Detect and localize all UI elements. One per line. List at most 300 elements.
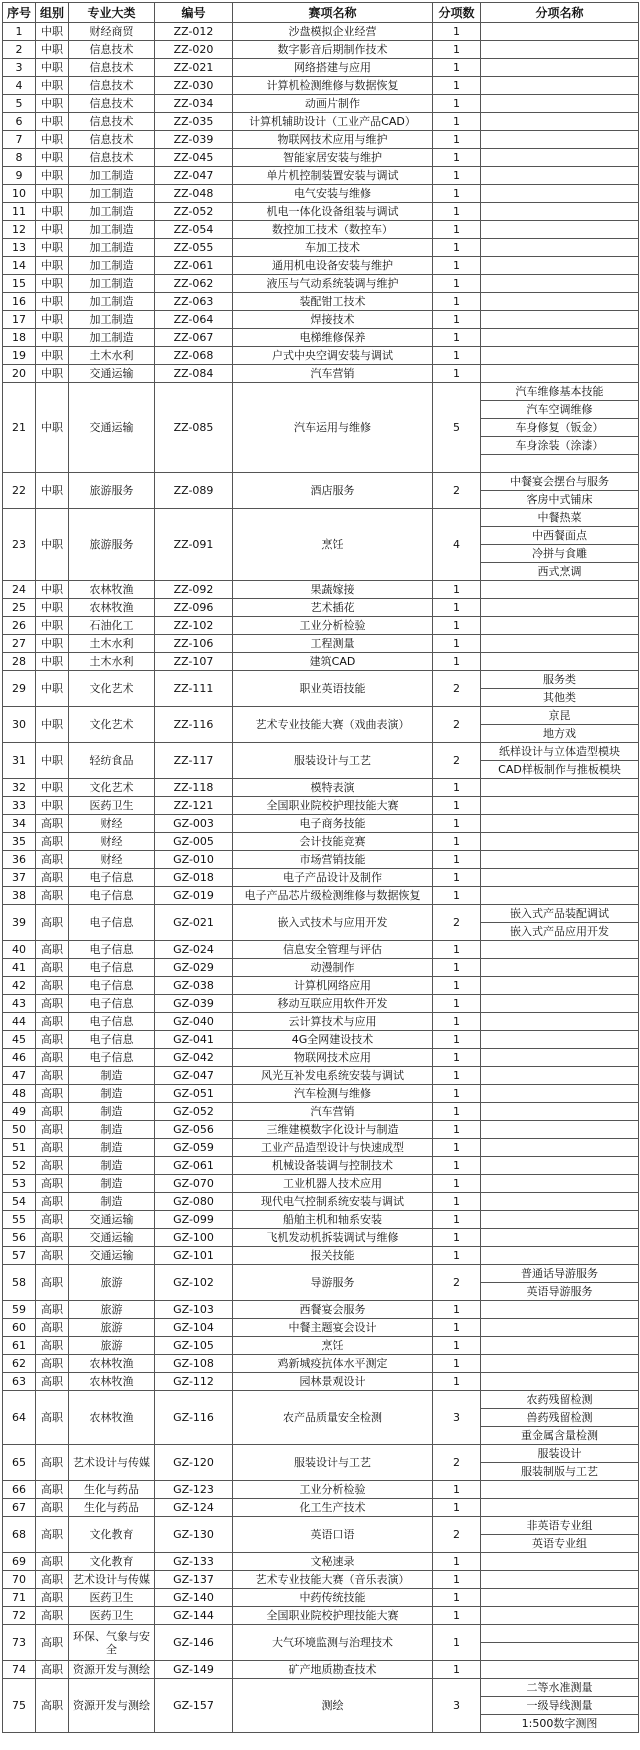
row-number: 57 — [3, 1247, 36, 1265]
row-level: 中职 — [36, 707, 69, 743]
row-code: ZZ-012 — [155, 23, 233, 41]
row-subitem-count: 2 — [433, 1445, 481, 1481]
row-number: 53 — [3, 1175, 36, 1193]
table-row — [3, 1301, 639, 1319]
row-subitem-name — [481, 23, 639, 41]
table-row — [3, 1553, 639, 1571]
table-row — [3, 1229, 639, 1247]
row-code: GZ-019 — [155, 887, 233, 905]
row-subitem-name — [481, 959, 639, 977]
row-level: 中职 — [36, 113, 69, 131]
row-code: ZZ-064 — [155, 311, 233, 329]
row-subitem-name — [481, 365, 639, 383]
row-subitem-name — [481, 1553, 639, 1571]
row-number: 19 — [3, 347, 36, 365]
row-code: GZ-130 — [155, 1517, 233, 1553]
row-event-name: 机械设备装调与控制技术 — [233, 1157, 433, 1175]
row-event-name: 物联网技术应用 — [233, 1049, 433, 1067]
row-code: ZZ-045 — [155, 149, 233, 167]
row-code: GZ-070 — [155, 1175, 233, 1193]
row-number: 29 — [3, 671, 36, 707]
row-event-name: 报关技能 — [233, 1247, 433, 1265]
row-level: 中职 — [36, 203, 69, 221]
row-subitem-name: 京昆 — [481, 707, 639, 725]
row-subitem-name — [481, 203, 639, 221]
row-subitem-count: 1 — [433, 779, 481, 797]
row-subitem-name — [481, 239, 639, 257]
row-event-name: 工业产品造型设计与快速成型 — [233, 1139, 433, 1157]
row-subitem-count: 1 — [433, 95, 481, 113]
row-category: 电子信息 — [69, 995, 155, 1013]
row-subitem-name: 纸样设计与立体造型模块 — [481, 743, 639, 761]
row-event-name: 车加工技术 — [233, 239, 433, 257]
row-event-name: 现代电气控制系统安装与调试 — [233, 1193, 433, 1211]
row-subitem-name — [481, 185, 639, 203]
row-code: GZ-080 — [155, 1193, 233, 1211]
row-code: GZ-112 — [155, 1373, 233, 1391]
row-event-name: 汽车检测与维修 — [233, 1085, 433, 1103]
row-code: ZZ-048 — [155, 185, 233, 203]
row-category: 制造 — [69, 1103, 155, 1121]
row-number: 62 — [3, 1355, 36, 1373]
row-category: 文化艺术 — [69, 779, 155, 797]
row-code: ZZ-092 — [155, 581, 233, 599]
row-subitem-name — [481, 977, 639, 995]
row-number: 1 — [3, 23, 36, 41]
row-subitem-name — [481, 1175, 639, 1193]
row-subitem-name — [481, 581, 639, 599]
row-level: 高职 — [36, 1013, 69, 1031]
row-event-name: 工业分析检验 — [233, 617, 433, 635]
row-subitem-name — [481, 347, 639, 365]
row-number: 22 — [3, 473, 36, 509]
table-row — [3, 833, 639, 851]
competition-table-sheet — [2, 2, 638, 1746]
row-subitem-name: 车身修复（钣金） — [481, 419, 639, 437]
row-subitem-name — [481, 1571, 639, 1589]
row-event-name: 中餐主题宴会设计 — [233, 1319, 433, 1337]
row-category: 农林牧渔 — [69, 581, 155, 599]
row-subitem-count: 1 — [433, 869, 481, 887]
row-subitem-name: 一级导线测量 — [481, 1697, 639, 1715]
table-row — [3, 1049, 639, 1067]
table-row — [3, 41, 639, 59]
table-row — [3, 473, 639, 491]
row-category: 交通运输 — [69, 1229, 155, 1247]
table-row — [3, 1481, 639, 1499]
row-subitem-count: 1 — [433, 23, 481, 41]
row-subitem-count: 1 — [433, 311, 481, 329]
row-event-name: 职业英语技能 — [233, 671, 433, 707]
row-subitem-count: 1 — [433, 1193, 481, 1211]
row-category: 农林牧渔 — [69, 1391, 155, 1445]
row-event-name: 市场营销技能 — [233, 851, 433, 869]
row-event-name: 园林景观设计 — [233, 1373, 433, 1391]
table-row — [3, 635, 639, 653]
row-level: 高职 — [36, 1157, 69, 1175]
row-subitem-name — [481, 653, 639, 671]
row-subitem-name — [481, 167, 639, 185]
row-level: 中职 — [36, 743, 69, 779]
row-level: 中职 — [36, 149, 69, 167]
row-category: 土木水利 — [69, 347, 155, 365]
table-row — [3, 383, 639, 401]
row-event-name: 机电一体化设备组装与调试 — [233, 203, 433, 221]
row-level: 中职 — [36, 617, 69, 635]
row-subitem-count: 1 — [433, 1229, 481, 1247]
row-code: ZZ-061 — [155, 257, 233, 275]
row-level: 中职 — [36, 635, 69, 653]
row-category: 加工制造 — [69, 185, 155, 203]
row-subitem-name — [481, 41, 639, 59]
row-subitem-count: 1 — [433, 347, 481, 365]
row-subitem-name: 服装制版与工艺 — [481, 1463, 639, 1481]
row-subitem-name — [481, 797, 639, 815]
row-number: 2 — [3, 41, 36, 59]
row-code: GZ-041 — [155, 1031, 233, 1049]
row-category: 信息技术 — [69, 41, 155, 59]
table-row — [3, 1391, 639, 1409]
row-subitem-count: 1 — [433, 1247, 481, 1265]
row-category: 制造 — [69, 1193, 155, 1211]
table-row — [3, 221, 639, 239]
row-subitem-name: 1:500数字测图 — [481, 1715, 639, 1733]
row-category: 资源开发与测绘 — [69, 1661, 155, 1679]
row-subitem-count: 1 — [433, 77, 481, 95]
row-number: 4 — [3, 77, 36, 95]
row-event-name: 大气环境监测与治理技术 — [233, 1625, 433, 1661]
row-category: 加工制造 — [69, 239, 155, 257]
row-subitem-name: 普通话导游服务 — [481, 1265, 639, 1283]
row-level: 高职 — [36, 1211, 69, 1229]
row-level: 高职 — [36, 1337, 69, 1355]
row-number: 24 — [3, 581, 36, 599]
row-subitem-name — [481, 1625, 639, 1643]
row-subitem-name — [481, 1085, 639, 1103]
row-number: 16 — [3, 293, 36, 311]
row-event-name: 果蔬嫁接 — [233, 581, 433, 599]
table-row — [3, 1247, 639, 1265]
row-subitem-name — [481, 455, 639, 473]
table-row — [3, 1265, 639, 1283]
row-event-name: 计算机辅助设计（工业产品CAD） — [233, 113, 433, 131]
row-event-name: 移动互联应用软件开发 — [233, 995, 433, 1013]
row-subitem-name — [481, 779, 639, 797]
row-number: 38 — [3, 887, 36, 905]
row-category: 土木水利 — [69, 635, 155, 653]
row-subitem-name — [481, 1337, 639, 1355]
row-event-name: 智能家居安装与维护 — [233, 149, 433, 167]
row-event-name: 文秘速录 — [233, 1553, 433, 1571]
row-category: 加工制造 — [69, 293, 155, 311]
row-code: GZ-140 — [155, 1589, 233, 1607]
header-name: 赛项名称 — [233, 3, 433, 23]
row-subitem-count: 1 — [433, 293, 481, 311]
row-subitem-count: 1 — [433, 1481, 481, 1499]
row-subitem-count: 1 — [433, 1301, 481, 1319]
row-number: 60 — [3, 1319, 36, 1337]
row-level: 中职 — [36, 239, 69, 257]
header-row — [3, 3, 639, 23]
row-code: ZZ-107 — [155, 653, 233, 671]
row-code: ZZ-084 — [155, 365, 233, 383]
row-subitem-count: 1 — [433, 1553, 481, 1571]
table-row — [3, 1175, 639, 1193]
row-level: 中职 — [36, 293, 69, 311]
row-level: 中职 — [36, 257, 69, 275]
row-event-name: 汽车营销 — [233, 365, 433, 383]
row-event-name: 电子商务技能 — [233, 815, 433, 833]
row-category: 土木水利 — [69, 653, 155, 671]
row-subitem-count: 1 — [433, 1337, 481, 1355]
row-subitem-name — [481, 1481, 639, 1499]
row-category: 文化教育 — [69, 1553, 155, 1571]
row-category: 电子信息 — [69, 1049, 155, 1067]
row-event-name: 液压与气动系统装调与维护 — [233, 275, 433, 293]
row-category: 生化与药品 — [69, 1499, 155, 1517]
row-event-name: 汽车运用与维修 — [233, 383, 433, 473]
row-category: 文化艺术 — [69, 671, 155, 707]
row-code: GZ-108 — [155, 1355, 233, 1373]
row-category: 文化教育 — [69, 1517, 155, 1553]
row-category: 信息技术 — [69, 113, 155, 131]
row-event-name: 装配钳工技术 — [233, 293, 433, 311]
table-row — [3, 1013, 639, 1031]
row-subitem-name — [481, 329, 639, 347]
row-number: 13 — [3, 239, 36, 257]
row-level: 高职 — [36, 1553, 69, 1571]
row-number: 7 — [3, 131, 36, 149]
row-subitem-name: 服务类 — [481, 671, 639, 689]
row-category: 电子信息 — [69, 977, 155, 995]
row-category: 旅游服务 — [69, 509, 155, 581]
row-event-name: 工业分析检验 — [233, 1481, 433, 1499]
row-number: 9 — [3, 167, 36, 185]
row-subitem-count: 1 — [433, 167, 481, 185]
row-event-name: 工业机器人技术应用 — [233, 1175, 433, 1193]
row-level: 中职 — [36, 473, 69, 509]
table-row — [3, 1589, 639, 1607]
row-category: 电子信息 — [69, 941, 155, 959]
row-subitem-count: 3 — [433, 1679, 481, 1733]
row-subitem-count: 1 — [433, 1661, 481, 1679]
row-event-name: 烹饪 — [233, 509, 433, 581]
row-code: ZZ-091 — [155, 509, 233, 581]
row-number: 6 — [3, 113, 36, 131]
row-code: GZ-157 — [155, 1679, 233, 1733]
table-row — [3, 1121, 639, 1139]
row-event-name: 嵌入式技术与应用开发 — [233, 905, 433, 941]
row-code: GZ-116 — [155, 1391, 233, 1445]
row-event-name: 鸡新城疫抗体水平测定 — [233, 1355, 433, 1373]
row-subitem-count: 1 — [433, 131, 481, 149]
row-code: GZ-137 — [155, 1571, 233, 1589]
row-event-name: 中药传统技能 — [233, 1589, 433, 1607]
row-subitem-count: 1 — [433, 1589, 481, 1607]
row-level: 高职 — [36, 1679, 69, 1733]
row-event-name: 户式中央空调安装与调试 — [233, 347, 433, 365]
row-code: ZZ-030 — [155, 77, 233, 95]
row-category: 交通运输 — [69, 1211, 155, 1229]
row-level: 高职 — [36, 1031, 69, 1049]
row-category: 加工制造 — [69, 329, 155, 347]
row-number: 46 — [3, 1049, 36, 1067]
row-subitem-count: 1 — [433, 1121, 481, 1139]
table-row — [3, 149, 639, 167]
row-subitem-name — [481, 1103, 639, 1121]
row-number: 27 — [3, 635, 36, 653]
row-level: 中职 — [36, 365, 69, 383]
row-subitem-count: 3 — [433, 1391, 481, 1445]
row-event-name: 烹饪 — [233, 1337, 433, 1355]
table-row — [3, 1499, 639, 1517]
row-code: GZ-056 — [155, 1121, 233, 1139]
row-subitem-name — [481, 95, 639, 113]
row-category: 加工制造 — [69, 311, 155, 329]
row-subitem-count: 1 — [433, 581, 481, 599]
row-event-name: 网络搭建与应用 — [233, 59, 433, 77]
row-number: 74 — [3, 1661, 36, 1679]
row-code: GZ-104 — [155, 1319, 233, 1337]
row-category: 农林牧渔 — [69, 599, 155, 617]
row-event-name: 信息安全管理与评估 — [233, 941, 433, 959]
row-category: 艺术设计与传媒 — [69, 1571, 155, 1589]
row-event-name: 会计技能竞赛 — [233, 833, 433, 851]
row-subitem-name — [481, 851, 639, 869]
row-code: GZ-105 — [155, 1337, 233, 1355]
row-category: 交通运输 — [69, 365, 155, 383]
row-code: GZ-123 — [155, 1481, 233, 1499]
row-subitem-name: 中餐热菜 — [481, 509, 639, 527]
row-number: 54 — [3, 1193, 36, 1211]
row-category: 加工制造 — [69, 221, 155, 239]
row-code: ZZ-052 — [155, 203, 233, 221]
row-level: 中职 — [36, 185, 69, 203]
row-level: 高职 — [36, 1067, 69, 1085]
row-category: 信息技术 — [69, 77, 155, 95]
row-category: 旅游 — [69, 1265, 155, 1301]
row-category: 信息技术 — [69, 95, 155, 113]
row-number: 42 — [3, 977, 36, 995]
row-subitem-name — [481, 221, 639, 239]
row-subitem-name — [481, 1589, 639, 1607]
row-number: 30 — [3, 707, 36, 743]
row-code: GZ-124 — [155, 1499, 233, 1517]
row-event-name: 英语口语 — [233, 1517, 433, 1553]
row-code: GZ-010 — [155, 851, 233, 869]
row-level: 高职 — [36, 1229, 69, 1247]
row-subitem-count: 1 — [433, 617, 481, 635]
row-subitem-name — [481, 1211, 639, 1229]
row-level: 中职 — [36, 131, 69, 149]
table-row — [3, 1625, 639, 1643]
row-level: 高职 — [36, 1175, 69, 1193]
row-level: 高职 — [36, 1301, 69, 1319]
row-level: 高职 — [36, 1193, 69, 1211]
row-event-name: 汽车营销 — [233, 1103, 433, 1121]
row-level: 高职 — [36, 1589, 69, 1607]
row-subitem-name — [481, 1643, 639, 1661]
row-category: 轻纺食品 — [69, 743, 155, 779]
row-number: 23 — [3, 509, 36, 581]
row-category: 旅游 — [69, 1337, 155, 1355]
table-row — [3, 131, 639, 149]
row-code: GZ-144 — [155, 1607, 233, 1625]
row-subitem-count: 1 — [433, 941, 481, 959]
row-subitem-count: 1 — [433, 1067, 481, 1085]
row-number: 18 — [3, 329, 36, 347]
row-level: 高职 — [36, 1445, 69, 1481]
row-level: 高职 — [36, 941, 69, 959]
row-number: 66 — [3, 1481, 36, 1499]
row-code: GZ-047 — [155, 1067, 233, 1085]
row-subitem-name: 中西餐面点 — [481, 527, 639, 545]
table-row — [3, 941, 639, 959]
row-number: 48 — [3, 1085, 36, 1103]
row-level: 中职 — [36, 653, 69, 671]
row-subitem-name — [481, 131, 639, 149]
table-row — [3, 1445, 639, 1463]
row-code: ZZ-089 — [155, 473, 233, 509]
row-subitem-name — [481, 887, 639, 905]
row-code: GZ-051 — [155, 1085, 233, 1103]
row-event-name: 模特表演 — [233, 779, 433, 797]
row-code: ZZ-118 — [155, 779, 233, 797]
row-code: GZ-042 — [155, 1049, 233, 1067]
row-number: 68 — [3, 1517, 36, 1553]
row-code: ZZ-068 — [155, 347, 233, 365]
row-number: 37 — [3, 869, 36, 887]
row-subitem-count: 2 — [433, 473, 481, 509]
row-code: GZ-018 — [155, 869, 233, 887]
row-level: 中职 — [36, 23, 69, 41]
row-level: 中职 — [36, 797, 69, 815]
table-row — [3, 995, 639, 1013]
row-event-name: 服装设计与工艺 — [233, 743, 433, 779]
row-number: 20 — [3, 365, 36, 383]
row-number: 21 — [3, 383, 36, 473]
row-event-name: 西餐宴会服务 — [233, 1301, 433, 1319]
row-subitem-name — [481, 77, 639, 95]
table-row — [3, 1139, 639, 1157]
row-subitem-name — [481, 1193, 639, 1211]
row-number: 47 — [3, 1067, 36, 1085]
row-subitem-name — [481, 1049, 639, 1067]
table-row — [3, 1355, 639, 1373]
row-number: 67 — [3, 1499, 36, 1517]
row-number: 49 — [3, 1103, 36, 1121]
table-row — [3, 1661, 639, 1679]
row-code: ZZ-106 — [155, 635, 233, 653]
row-subitem-name: 地方戏 — [481, 725, 639, 743]
row-subitem-count: 1 — [433, 815, 481, 833]
row-code: GZ-029 — [155, 959, 233, 977]
row-subitem-name: 二等水准测量 — [481, 1679, 639, 1697]
row-level: 高职 — [36, 995, 69, 1013]
table-row — [3, 1085, 639, 1103]
row-subitem-name — [481, 1499, 639, 1517]
row-code: GZ-024 — [155, 941, 233, 959]
table-row — [3, 1031, 639, 1049]
row-number: 59 — [3, 1301, 36, 1319]
row-event-name: 导游服务 — [233, 1265, 433, 1301]
row-subitem-name: 非英语专业组 — [481, 1517, 639, 1535]
row-category: 生化与药品 — [69, 1481, 155, 1499]
row-subitem-count: 1 — [433, 41, 481, 59]
row-subitem-count: 1 — [433, 185, 481, 203]
row-level: 高职 — [36, 1265, 69, 1301]
row-category: 电子信息 — [69, 1013, 155, 1031]
